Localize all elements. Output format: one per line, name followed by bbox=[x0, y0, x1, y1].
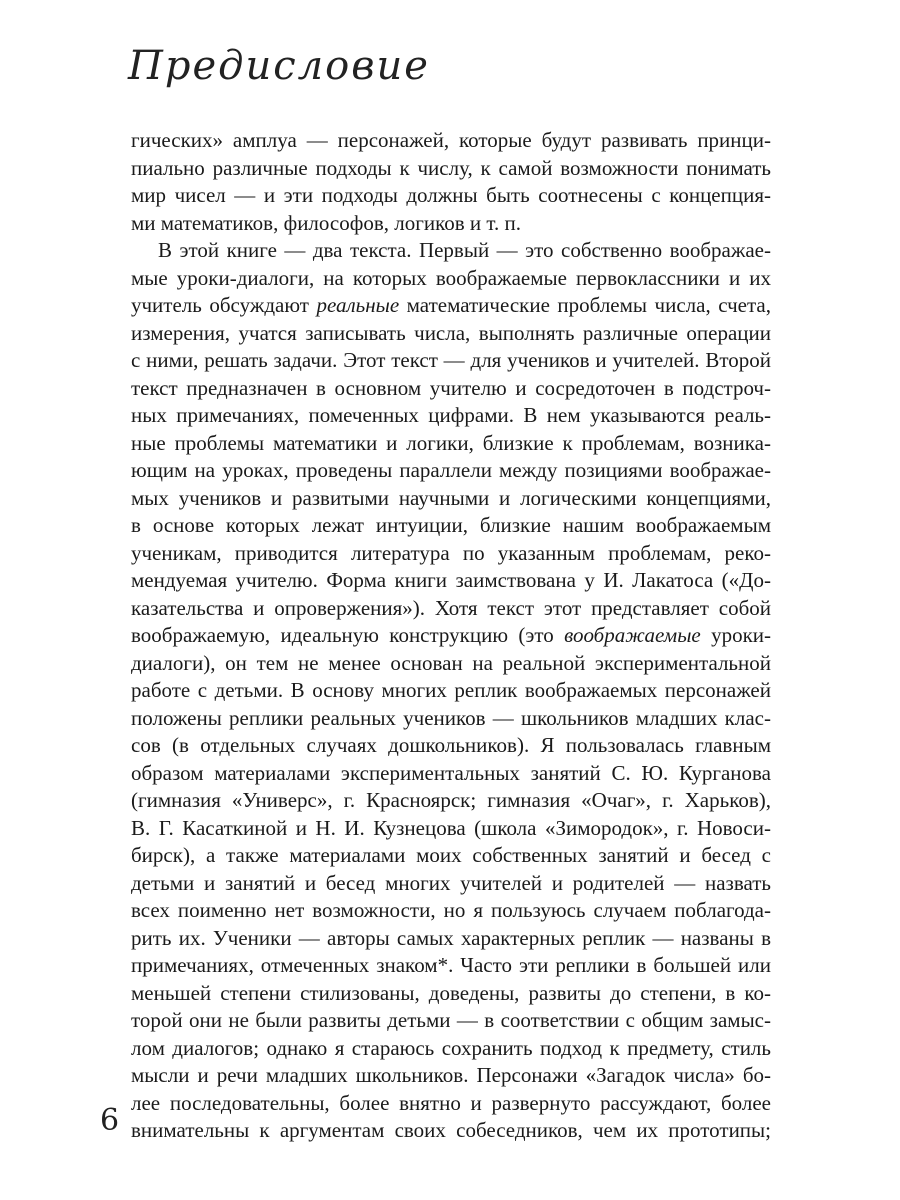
text-line: диалоги), он тем не менее основан на реальной экспериментальной bbox=[131, 650, 771, 675]
text-segment: математические проблемы числа, счета, bbox=[399, 293, 771, 317]
text-line: гических» амплуа — персонажей, которые будут развивать принци- bbox=[131, 128, 771, 152]
text-segment: воображаемую, идеальную конструкцию (это bbox=[131, 623, 565, 647]
text-line bbox=[131, 622, 771, 650]
text-line: примечаниях, отмеченных знаком*. Часто эти реплики в большей или bbox=[131, 953, 771, 977]
text-line bbox=[131, 292, 771, 320]
text-line: лом диалогов; однако я стараюсь сохранить подход к предмету, стиль bbox=[131, 1035, 771, 1060]
text-line: работе с детьми. В основу многих реплик воображаемых персонажей bbox=[131, 678, 771, 702]
text-line: всех поименно нет возможности, но я пользуюсь случаем поблагода- bbox=[131, 898, 771, 922]
text-line: мендуемая учителю. Форма книги заимствована у И. Лакатоса («До- bbox=[131, 568, 771, 592]
text-line: рить их. Ученики — авторы самых характерных реплик — названы в bbox=[131, 925, 771, 950]
body-text bbox=[131, 127, 771, 1145]
text-segment: учитель обсуждают bbox=[131, 293, 317, 317]
text-line: ных примечаниях, помеченных цифрами. В нем указываются реаль- bbox=[131, 403, 771, 427]
text-line-content: мые уроки-диалоги, на которых воображаемые первоклассники и их bbox=[131, 265, 771, 290]
text-line: пиально различные подходы к числу, к самой возможности понимать bbox=[131, 155, 771, 180]
text-line: торой они не были развиты детьми — в соответствии с общим замыс- bbox=[131, 1008, 771, 1032]
text-line: в основе которых лежат интуиции, близкие нашим воображаемым bbox=[131, 513, 771, 537]
text-line-content: В этой книге — два текста. Первый — это собственно воображае- bbox=[158, 238, 771, 262]
text-line: внимательны к аргументам своих собеседников, чем их прототипы; bbox=[131, 1118, 771, 1142]
text-line: с ними, решать задачи. Этот текст — для учеников и учителей. Второй bbox=[131, 348, 771, 372]
running-header-title: Предисловие bbox=[128, 43, 430, 89]
text-line: мир чисел — и эти подходы должны быть соотнесены с концепция- bbox=[131, 183, 771, 207]
text-line: В. Г. Касаткиной и Н. И. Кузнецова (школа «Зимородок», г. Новоси- bbox=[131, 815, 771, 840]
text-line: ученикам, приводится литература по указанным проблемам, реко- bbox=[131, 540, 771, 565]
text-line: сов (в отдельных случаях дошкольников). Я пользовалась главным bbox=[131, 733, 771, 757]
text-line: казательства и опровержения»). Хотя текст этот представляет собой bbox=[131, 595, 771, 620]
text-line: образом материалами экспериментальных занятий С. Ю. Курганова bbox=[131, 760, 771, 785]
text-line: текст предназначен в основном учителю и сосредоточен в подстроч- bbox=[131, 375, 771, 400]
text-line: ющим на уроках, проведены параллели между позициями воображае- bbox=[131, 458, 771, 482]
text-line: лее последовательны, более внятно и развернуто рассуждают, более bbox=[131, 1090, 771, 1115]
text-segment-italic: воображаемые bbox=[564, 623, 701, 647]
text-line: измерения, учатся записывать числа, выполнять различные операции bbox=[131, 320, 771, 345]
text-segment-italic: реальные bbox=[316, 293, 400, 317]
text-line: ные проблемы математики и логики, близкие к проблемам, возника- bbox=[131, 430, 771, 455]
text-line: мысли и речи младших школьников. Персонажи «Загадок числа» бо- bbox=[131, 1063, 771, 1087]
text-line: детьми и занятий и бесед многих учителей и родителей — назвать bbox=[131, 870, 771, 895]
paragraph-main bbox=[131, 237, 771, 1145]
text-line: бирск), а также материалами моих собственных занятий и бесед с bbox=[131, 843, 771, 867]
page-number: 6 bbox=[100, 1103, 120, 1138]
text-line: положены реплики реальных учеников — школьников младших клас- bbox=[131, 705, 771, 730]
text-line bbox=[131, 265, 771, 293]
text-line: меньшей степени стилизованы, доведены, развиты до степени, в ко- bbox=[131, 980, 771, 1005]
text-line: (гимназия «Универс», г. Красноярск; гимназия «Очаг», г. Харьков), bbox=[131, 788, 771, 812]
paragraph-continued bbox=[131, 127, 771, 237]
text-line bbox=[131, 237, 771, 265]
text-line: ми математиков, философов, логиков и т. п. bbox=[131, 210, 521, 235]
text-line: мых учеников и развитыми научными и логическими концепциями, bbox=[131, 485, 771, 510]
text-segment: уроки- bbox=[700, 623, 771, 647]
